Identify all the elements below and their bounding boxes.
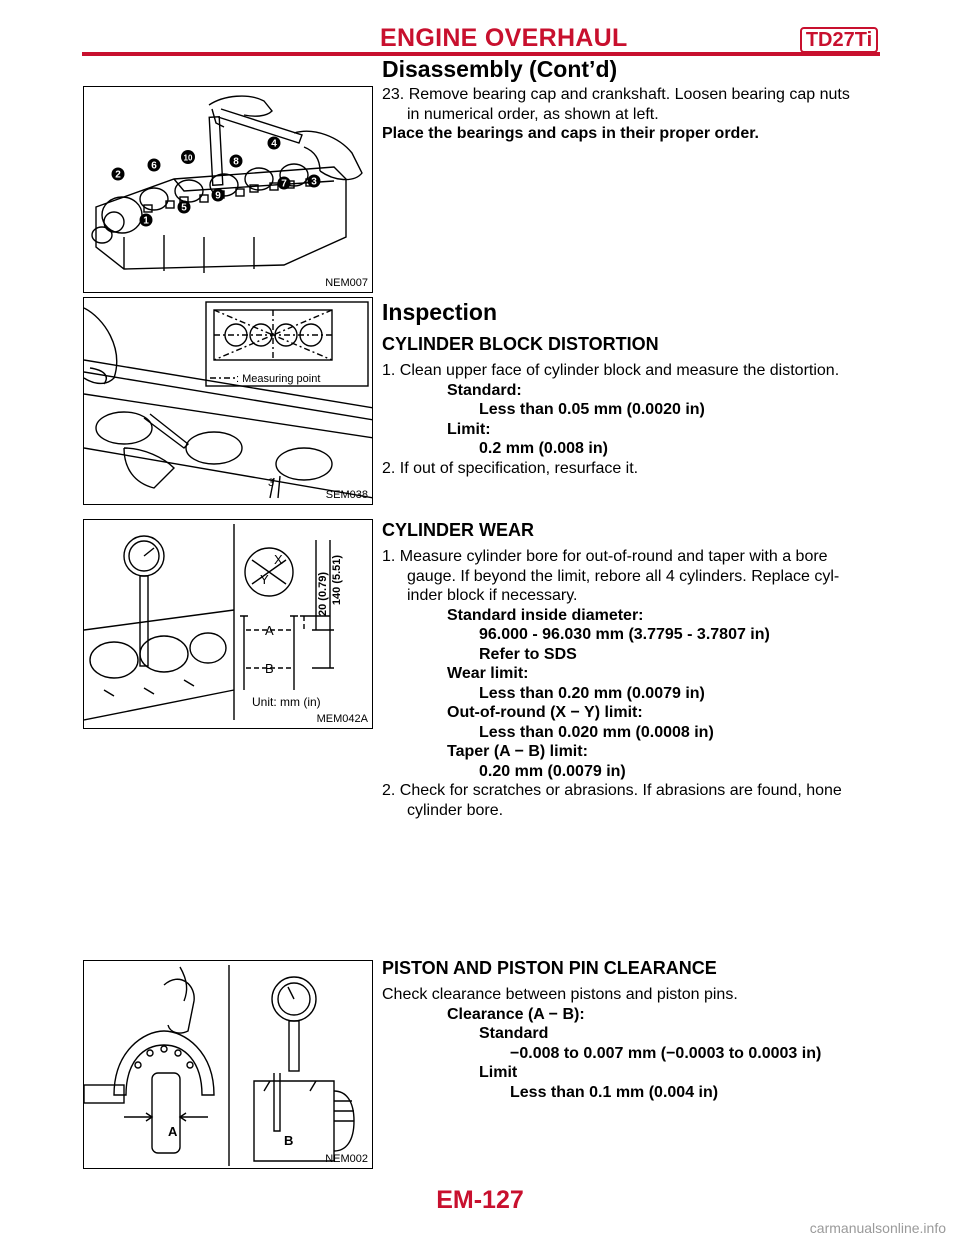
wear-limit-label: Wear limit: (447, 665, 529, 682)
label-a: A (168, 1124, 178, 1139)
pin-std-value: −0.008 to 0.007 mm (−0.0003 to 0.0003 in) (510, 1044, 822, 1062)
callout-4: 4 (271, 138, 277, 150)
callout-9: 9 (215, 190, 221, 202)
pin-intro: Check clearance between pistons and piston pins. (382, 986, 738, 1003)
wear-oor-value: Less than 0.020 mm (0.0008 in) (479, 723, 714, 741)
wear-heading: CYLINDER WEAR (382, 520, 534, 540)
wear-oor-label: Out-of-round (X − Y) limit: (447, 704, 643, 721)
label-b: B (284, 1133, 294, 1148)
figure-code: NEM007 (325, 277, 368, 289)
wear-step2-line2: cylinder bore. (407, 801, 504, 819)
wear-std-label: Standard inside diameter: (447, 606, 644, 624)
wear-std-ref: Refer to SDS (479, 645, 577, 663)
callout-7: 7 (281, 178, 287, 190)
distortion-step1: 1. Clean upper face of cylinder block and measure the distortion. (382, 362, 840, 379)
wear-step1-line3: inder block if necessary. (407, 587, 578, 604)
distortion-block (382, 361, 882, 478)
pin-clearance-label: Clearance (A − B): (447, 1005, 585, 1023)
pin-block (382, 985, 882, 1102)
callout-10: 10 (183, 153, 193, 163)
model-badge: TD27Ti (800, 27, 878, 53)
watermark: carmanualsonline.info (809, 1220, 946, 1236)
distortion-limit-label: Limit: (447, 420, 491, 438)
pin-heading: PISTON AND PISTON PIN CLEARANCE (382, 958, 717, 978)
distortion-heading: CYLINDER BLOCK DISTORTION (382, 334, 659, 354)
figure-code: SEM038 (325, 489, 368, 501)
dimension-140: 140 (5.51) (331, 554, 343, 606)
wear-std-value: 96.000 - 96.030 mm (3.7795 - 3.7807 in) (479, 626, 770, 643)
pin-limit-label: Limit (479, 1064, 518, 1081)
label-a: A (265, 623, 274, 638)
dimension-20: 20 (0.79) (317, 571, 329, 617)
measuring-point-legend: : Measuring point (236, 373, 321, 385)
distortion-standard-label: Standard: (447, 381, 522, 399)
figure-block-distortion (83, 297, 373, 505)
callout-6: 6 (151, 160, 157, 172)
callout-5: 5 (181, 202, 187, 214)
distortion-standard-value: Less than 0.05 mm (0.0020 in) (479, 401, 705, 418)
figure-cylinder-wear (83, 519, 373, 729)
distortion-step2: 2. If out of specification, resurface it. (382, 459, 639, 477)
inspection-heading: Inspection (382, 299, 498, 325)
page-subtitle: Disassembly (Cont’d) (382, 56, 618, 82)
section-title: ENGINE OVERHAUL (380, 24, 628, 52)
micrometer-illustration (84, 961, 373, 1169)
wear-limit-value: Less than 0.20 mm (0.0079 in) (479, 684, 705, 702)
step-23-line2: in numerical order, as shown at left. (407, 105, 659, 123)
figure-code: NEM002 (325, 1153, 368, 1165)
wear-step2-line1: 2. Check for scratches or abrasions. If abrasions are found, hone (382, 782, 842, 799)
callout-8: 8 (233, 156, 239, 168)
label-x: X (274, 552, 283, 567)
step-23-block (382, 85, 882, 144)
bore-gauge-illustration (84, 520, 373, 729)
svg-text:3: 3 (268, 477, 275, 489)
label-b: B (265, 661, 274, 676)
wear-taper-value: 0.20 mm (0.0079 in) (479, 762, 626, 780)
callout-1: 1 (143, 215, 149, 227)
figure-code: MEM042A (316, 713, 368, 725)
callout-2: 2 (115, 169, 121, 181)
straightedge-illustration (84, 298, 373, 505)
wear-block (382, 547, 882, 820)
pin-std-label: Standard (479, 1025, 549, 1042)
pin-limit-value: Less than 0.1 mm (0.004 in) (510, 1083, 719, 1101)
step-23-line1: 23. Remove bearing cap and crankshaft. Loosen bearing cap nuts (382, 86, 850, 103)
step-23-note: Place the bearings and caps in their proper order. (382, 125, 759, 142)
figure-bearing-cap-removal (83, 86, 373, 293)
label-y: Y (260, 572, 269, 587)
unit-label: Unit: mm (in) (252, 695, 321, 709)
callout-3: 3 (311, 176, 317, 188)
figure-piston-pin-clearance (83, 960, 373, 1169)
page-number: EM-127 (436, 1186, 524, 1214)
wear-step1-line1: 1. Measure cylinder bore for out-of-round and taper with a bore (382, 548, 828, 565)
bearing-cap-illustration (84, 87, 373, 293)
wear-taper-label: Taper (A − B) limit: (447, 743, 588, 760)
distortion-limit-value: 0.2 mm (0.008 in) (479, 440, 608, 457)
wear-step1-line2: gauge. If beyond the limit, rebore all 4 cylinders. Replace cyl- (407, 567, 840, 585)
